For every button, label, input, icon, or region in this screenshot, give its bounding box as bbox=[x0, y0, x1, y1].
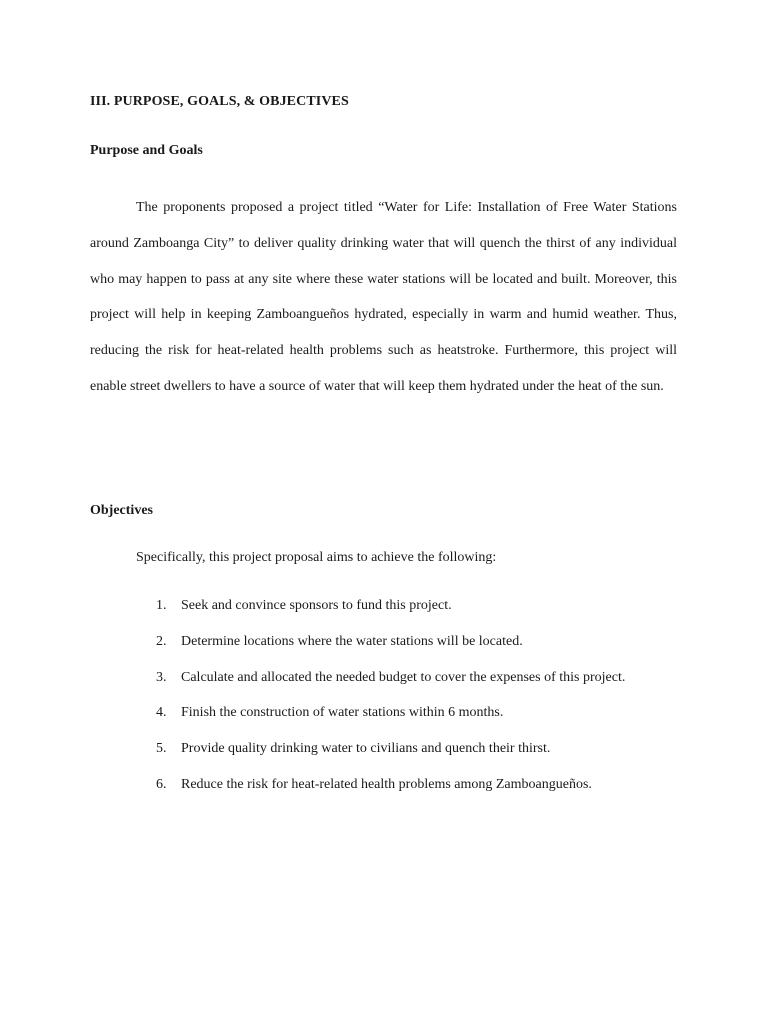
objectives-list bbox=[0, 598, 768, 813]
objective-item bbox=[0, 634, 768, 670]
objective-item bbox=[0, 777, 768, 813]
objective-number: 4. bbox=[156, 705, 167, 721]
objective-number: 1. bbox=[156, 598, 167, 613]
objective-text: Finish the construction of water stations within 6 months. bbox=[181, 705, 504, 721]
objective-number: 2. bbox=[156, 633, 167, 649]
purpose-goals-paragraph: The proponents proposed a project titled “Water for Life: Installation of Free Water Stations around Zamboanga City” to deliver quality drinking water that will quench the thirst of any individual who may happen to pass at any site where these water stations will be located and built. Moreover, this project will help in keeping Zamboangueños hydrated, especially in warm and humid weather. Thus, reducing the risk for heat-related health problems such as heatstroke. Furthermore, this project will enable street dwellers to have a source of water that will keep them hydrated under the heat of the sun. bbox=[90, 200, 677, 394]
objectives-intro: Specifically, this project proposal aims to achieve the following: bbox=[136, 550, 497, 565]
objective-item bbox=[0, 705, 768, 741]
section-title: III. PURPOSE, GOALS, & OBJECTIVES bbox=[90, 94, 349, 109]
objective-item bbox=[0, 741, 768, 777]
purpose-goals-heading: Purpose and Goals bbox=[90, 143, 203, 158]
objectives-heading: Objectives bbox=[90, 503, 153, 518]
objective-number: 6. bbox=[156, 776, 167, 792]
objective-text: Determine locations where the water stations will be located. bbox=[181, 633, 523, 649]
objective-number: 3. bbox=[156, 669, 167, 685]
objective-item bbox=[0, 670, 768, 706]
objective-text: Provide quality drinking water to civilians and quench their thirst. bbox=[181, 741, 551, 757]
objective-text: Reduce the risk for heat-related health problems among Zamboangueños. bbox=[181, 776, 592, 792]
objective-text: Calculate and allocated the needed budget to cover the expenses of this project. bbox=[181, 669, 626, 685]
objective-text: Seek and convince sponsors to fund this project. bbox=[181, 598, 452, 613]
objective-item bbox=[0, 598, 768, 634]
objective-number: 5. bbox=[156, 741, 167, 757]
